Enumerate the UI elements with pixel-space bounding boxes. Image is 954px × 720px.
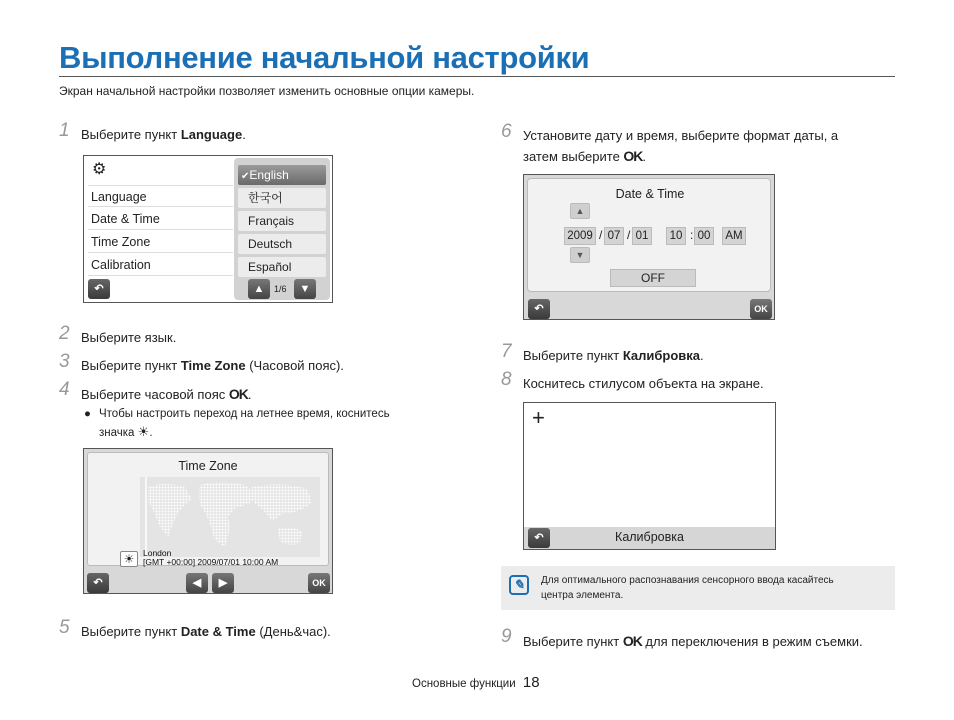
page-number: 18 — [522, 674, 540, 691]
checkmark-icon: ✔ — [241, 171, 250, 182]
next-zone-button[interactable] — [212, 573, 234, 593]
page-title: Выполнение начальной настройки — [59, 40, 590, 75]
step-number: 8 — [501, 369, 512, 390]
note-pencil-icon: ✎ — [509, 575, 529, 595]
step-text: Коснитесь стилусом объекта на экране. — [523, 376, 764, 391]
step-number: 4 — [59, 379, 70, 400]
step-text: Установите дату и время, выберите формат даты, а — [523, 128, 839, 143]
step-text-end: . — [247, 387, 252, 402]
ok-button[interactable]: OK — [750, 299, 772, 319]
time-zone-screen — [83, 448, 333, 594]
chevron-left-icon: ◀ — [192, 577, 202, 589]
year-field[interactable]: 2009 — [564, 227, 596, 245]
language-option[interactable]: 한국어 — [238, 188, 326, 208]
language-option[interactable]: Deutsch — [238, 234, 326, 254]
step-text: Выберите пункт — [523, 634, 623, 649]
back-arrow-icon: ↶ — [534, 532, 544, 544]
language-option[interactable]: Español — [238, 257, 326, 277]
ok-icon: OK — [623, 148, 643, 164]
ok-button[interactable]: OK — [308, 573, 330, 593]
bullet-dot: ● — [84, 408, 91, 420]
step-text-end: (Часовой пояс). — [245, 358, 344, 373]
chevron-up-icon: ▲ — [253, 283, 265, 295]
chevron-right-icon: ▶ — [218, 577, 228, 589]
hour-field[interactable]: 10 — [666, 227, 686, 245]
chevron-down-icon: ▼ — [575, 250, 585, 260]
step-number: 7 — [501, 341, 512, 362]
back-button[interactable] — [528, 528, 550, 548]
day-field[interactable]: 01 — [632, 227, 652, 245]
back-arrow-icon: ↶ — [94, 283, 104, 295]
footer-section: Основные функции — [412, 678, 516, 690]
back-button[interactable] — [528, 299, 550, 319]
menu-item-time-zone[interactable]: Time Zone — [88, 231, 233, 253]
back-button[interactable] — [88, 279, 110, 299]
back-button[interactable] — [87, 573, 109, 593]
dst-sun-button[interactable] — [120, 551, 138, 567]
step-number: 9 — [501, 626, 512, 647]
language-label: English — [249, 168, 289, 182]
note-line: центра элемента. — [541, 590, 624, 601]
menu-item-calibration[interactable]: Calibration — [88, 254, 233, 276]
dst-toggle[interactable]: OFF — [610, 269, 696, 287]
step-text-end: (День&час). — [255, 624, 331, 639]
settings-gear-icon: ⚙ — [92, 161, 107, 178]
calibration-screen — [523, 402, 776, 550]
time-separator: : — [690, 228, 694, 242]
step-keyword: Калибровка — [622, 348, 701, 363]
note-line: Для оптимального распознавания сенсорного ввода касайтесь — [541, 575, 834, 586]
calibration-bar — [524, 527, 775, 549]
time-zone-info — [143, 549, 278, 567]
step-text: Выберите пункт — [81, 127, 181, 142]
scroll-down-button[interactable] — [294, 279, 316, 299]
back-arrow-icon: ↶ — [93, 577, 103, 589]
title-divider — [59, 76, 895, 77]
increment-button[interactable] — [570, 203, 590, 219]
date-time-panel — [527, 178, 771, 292]
ok-icon: OK — [622, 633, 642, 649]
gmt-datetime: [GMT +00:00] 2009/07/01 10:00 AM — [143, 557, 279, 567]
sun-icon: ☀ — [123, 552, 135, 566]
step-text: Выберите пункт — [523, 348, 623, 363]
step-keyword: Language — [180, 127, 243, 142]
step-text-end: . — [642, 149, 647, 164]
date-separator: / — [627, 228, 631, 242]
chevron-up-icon: ▲ — [575, 206, 585, 216]
city-name: London — [143, 548, 172, 558]
scroll-up-button[interactable] — [248, 279, 270, 299]
step-text: затем выберите — [523, 149, 624, 164]
dst-sun-icon: ☀ — [137, 424, 150, 439]
language-list — [234, 158, 330, 300]
decrement-button[interactable] — [570, 247, 590, 263]
step-number: 5 — [59, 617, 70, 638]
page-subtitle: Экран начальной настройки позволяет изменить основные опции камеры. — [59, 84, 475, 98]
screen-title: Date & Time — [615, 187, 685, 201]
menu-item-date-time[interactable]: Date & Time — [88, 208, 233, 230]
step-keyword: Date & Time — [180, 624, 256, 639]
step-text-end: . — [700, 348, 704, 363]
step-text: Выберите часовой пояс — [81, 387, 229, 402]
step-number: 1 — [59, 120, 70, 141]
screen-title: Time Zone — [178, 459, 238, 473]
date-separator: / — [599, 228, 603, 242]
step-keyword: Time Zone — [180, 358, 246, 373]
crosshair-target-icon[interactable]: + — [532, 405, 545, 430]
date-time-screen — [523, 174, 775, 320]
world-map — [140, 477, 320, 557]
language-option[interactable]: Français — [238, 211, 326, 231]
minute-field[interactable]: 00 — [694, 227, 714, 245]
note-line: значка — [99, 427, 135, 439]
time-zone-panel — [87, 452, 329, 566]
calibration-label: Калибровка — [615, 530, 684, 544]
step-text-end: . — [242, 127, 246, 142]
step-text: Выберите пункт — [81, 358, 181, 373]
month-field[interactable]: 07 — [604, 227, 624, 245]
note-line: Чтобы настроить переход на летнее время, коснитесь — [99, 408, 390, 420]
prev-zone-button[interactable] — [186, 573, 208, 593]
step-text: Выберите пункт — [81, 624, 181, 639]
step-text-end: для переключения в режим съемки. — [641, 634, 863, 649]
chevron-down-icon: ▼ — [299, 283, 311, 295]
ok-icon: OK — [228, 386, 248, 402]
tip-note — [501, 566, 895, 610]
back-arrow-icon: ↶ — [534, 303, 544, 315]
language-option-selected[interactable] — [238, 165, 326, 185]
menu-item-language[interactable]: Language — [88, 185, 233, 207]
language-screen — [83, 155, 333, 303]
step-text: Выберите язык. — [81, 330, 177, 345]
page-footer — [412, 674, 540, 691]
ampm-field[interactable]: AM — [722, 227, 746, 245]
step-number: 3 — [59, 351, 70, 372]
page-indicator: 1/6 — [274, 284, 287, 294]
step-number: 6 — [501, 121, 512, 142]
step-number: 2 — [59, 323, 70, 344]
